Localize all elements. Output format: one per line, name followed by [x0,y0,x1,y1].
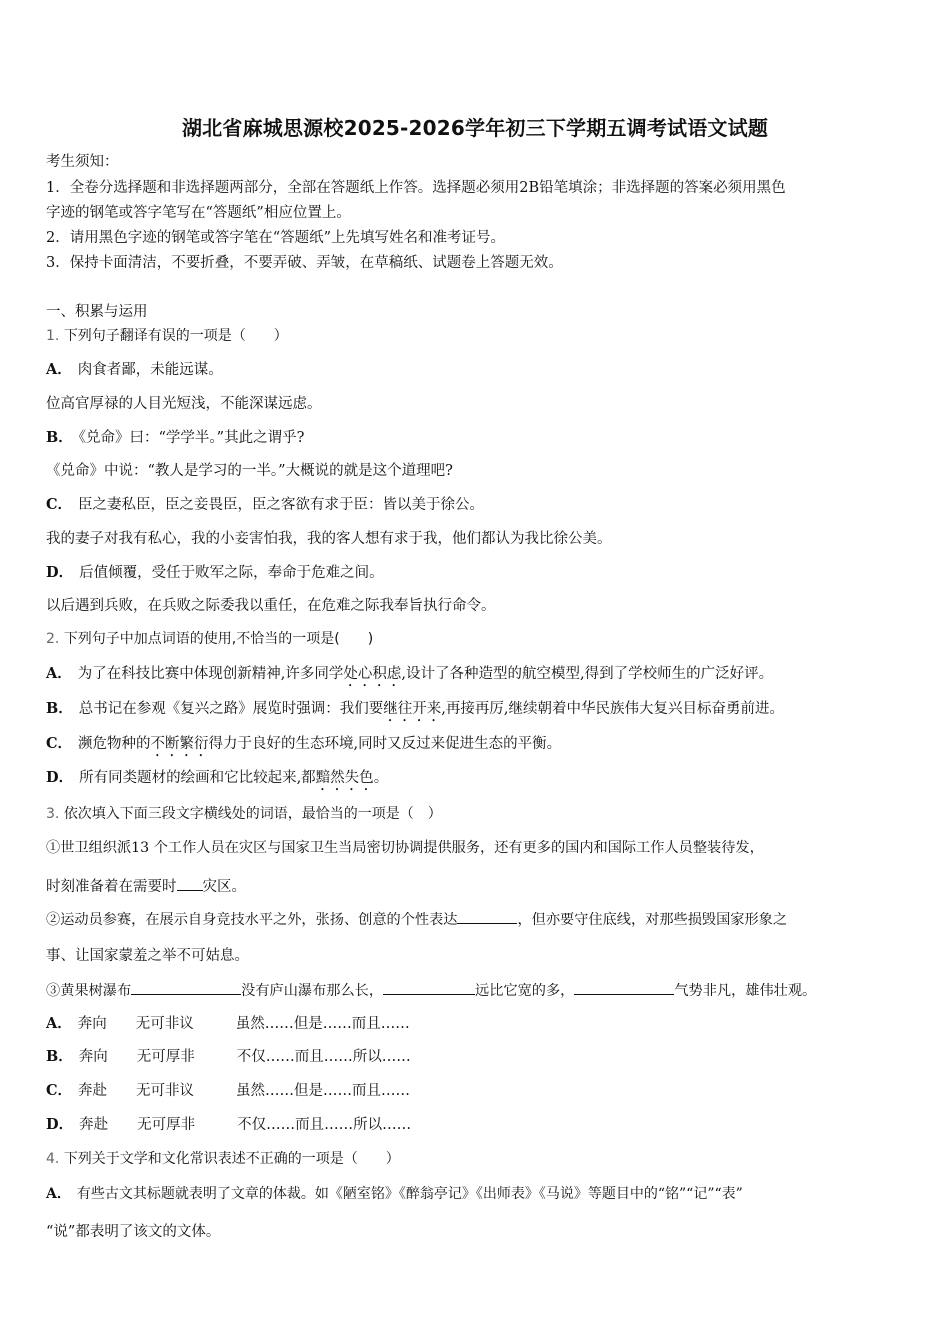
fill-blank [574,980,674,995]
q3-passage-3 [46,980,816,1001]
option-label: B． [46,700,73,717]
option-text: ,再接再厉,继续朝着中华民族伟大复兴目标奋勇前进。 [441,701,784,717]
passage-text: 灾区。 [202,879,246,895]
question-number: 2. [46,631,60,647]
option-word-1: 奔赴 [79,1117,109,1133]
q3-passage-1a: ①世卫组织派13 个工作人员在灾区与国家卫生当局密切协调提供服务，还有更多的国内和国际工作人员整装待发， [46,840,764,856]
option-text: 肉食者鄙，未能远谋。 [77,362,223,378]
option-label: D． [46,769,74,786]
q1-option-c-translation: 我的妻子对我有私心，我的小妾害怕我，我的客人想有求于我，他们都认为我比徐公美。 [46,531,612,547]
notice-heading: 考生须知： [46,154,119,170]
q4-option-a [46,1184,743,1204]
question-4 [46,1149,400,1169]
question-stem: 下列关于文学和文化常识表述不正确的一项是（ ） [63,1151,400,1167]
q3-option-b [46,1047,411,1067]
question-2 [46,629,373,649]
question-stem: 下列句子翻译有误的一项是（ ） [63,328,288,344]
passage-text: 没有庐山瀑布那么长， [241,983,384,999]
option-text: 臣之妻私臣，臣之妾畏臣，臣之客欲有求于臣：皆以美于徐公。 [78,497,485,513]
q3-passage-2b: 事、让国家蒙羞之举不可姑息。 [46,948,249,964]
option-text: 。 [373,770,389,786]
notice-line-1a: 1．全卷分选择题和非选择题两部分，全部在答题纸上作答。选择题必须用2B铅笔填涂；非选择题的答案必须用黑色 [46,180,786,196]
question-number: 1. [46,328,60,344]
option-label: B． [46,429,73,446]
option-text: ,设计了各种造型的航空模型,得到了学校师生的广泛好评。 [401,666,774,682]
dotted-word: 黯然失色 [315,770,374,786]
q3-passage-1b [46,876,246,897]
q1-option-c [46,495,484,515]
q4-option-a-cont: “说”都表明了该文的文体。 [46,1224,221,1240]
option-word-1: 奔向 [77,1016,107,1032]
q1-option-a-translation: 位高官厚禄的人目光短浅，不能深谋远虑。 [46,396,322,412]
passage-text: ②运动员参赛，在展示自身竞技水平之外，张扬、创意的个性表达 [46,912,458,928]
fill-blank [457,909,517,924]
option-text: 濒危物种的 [78,736,151,752]
option-word-3: 不仅……而且……所以…… [236,1049,411,1065]
option-word-1: 奔向 [78,1049,108,1065]
fill-blank [131,980,241,995]
passage-text: 远比它宽的多， [475,983,575,999]
dotted-word: 继往开来 [383,701,442,717]
passage-text: 气势非凡，雄伟壮观。 [674,983,817,999]
option-text: 后值倾覆，受任于败军之际，奉命于危难之间。 [79,565,384,581]
option-label: D． [46,1116,74,1133]
option-label: C． [46,1082,73,1099]
option-word-1: 奔赴 [78,1083,108,1099]
option-word-3: 虽然……但是……而且…… [236,1083,411,1099]
passage-text: ③黄果树瀑布 [46,983,132,999]
q1-option-d [46,563,384,583]
q2-option-c [46,734,561,760]
question-stem: 下列句子中加点词语的使用,不恰当的一项是( ) [63,631,374,647]
notice-line-1b: 字迹的钢笔或答字笔写在“答题纸”相应位置上。 [46,205,351,221]
fill-blank [383,980,475,995]
option-label: A． [46,361,72,378]
question-stem: 依次填入下面三段文字横线处的词语，最恰当的一项是（ ） [63,806,442,822]
option-label: A． [46,1186,71,1202]
q1-option-d-translation: 以后遇到兵败，在兵败之际委我以重任，在危难之际我奉旨执行命令。 [46,598,496,614]
dotted-word: 不断繁衍 [150,736,209,752]
page-title: 湖北省麻城思源校2025-2026学年初三下学期五调考试语文试题 [181,116,769,140]
option-label: A． [46,665,72,682]
passage-text: ，但亦要守住底线，对那些损毁国家形象之 [517,912,788,928]
option-label: C． [46,496,73,513]
option-word-2: 无可非议 [136,1083,195,1099]
option-text: 得力于良好的生态环境,同时又反过来促进生态的平衡。 [208,736,562,752]
q2-option-a [46,664,773,690]
option-label: D． [46,564,74,581]
notice-line-2: 2．请用黑色字迹的钢笔或答字笔在“答题纸”上先填写姓名和准考证号。 [46,230,506,246]
option-word-3: 不仅……而且……所以…… [237,1117,412,1133]
question-1 [46,326,288,346]
q3-passage-2a [46,909,787,930]
q1-option-b [46,428,304,448]
q1-option-b-translation: 《兑命》中说：“教人是学习的一半。”大概说的就是这个道理吧? [46,463,453,479]
question-number: 4. [46,1151,60,1167]
q2-option-b [46,699,784,725]
option-text: 有些古文其标题就表明了文章的体裁。如《陋室铭》《醉翁亭记》《出师表》《马说》等题目中的“铭”“记”“表” [76,1186,743,1202]
question-number: 3. [46,806,60,822]
notice-line-3: 3．保持卡面清洁，不要折叠，不要弄破、弄皱，在草稿纸、试题卷上答题无效。 [46,255,563,271]
option-word-2: 无可厚非 [137,1117,196,1133]
option-text: 所有同类题材的绘画和它比较起来,都 [79,770,316,786]
q1-option-a [46,360,223,380]
option-word-3: 虽然……但是……而且…… [235,1016,410,1032]
option-text: 为了在科技比赛中体现创新精神,许多同学 [77,666,344,682]
option-text: 《兑命》曰：“学学半。”其此之谓乎? [78,430,305,446]
passage-text: 时刻准备着在需要时 [46,879,177,895]
q3-option-a [46,1014,410,1034]
option-word-2: 无可厚非 [136,1049,195,1065]
question-3 [46,804,442,824]
q3-option-c [46,1081,410,1101]
q2-option-d [46,768,388,794]
fill-blank [177,876,203,891]
dotted-word: 处心积虑 [343,666,402,682]
q3-option-d [46,1115,411,1135]
option-label: A． [46,1015,72,1032]
option-label: C． [46,735,73,752]
section-heading: 一、积累与运用 [46,304,148,320]
option-text: 总书记在参观《复兴之路》展览时强调：我们要 [78,701,384,717]
option-label: B． [46,1048,73,1065]
option-word-2: 无可非议 [135,1016,194,1032]
